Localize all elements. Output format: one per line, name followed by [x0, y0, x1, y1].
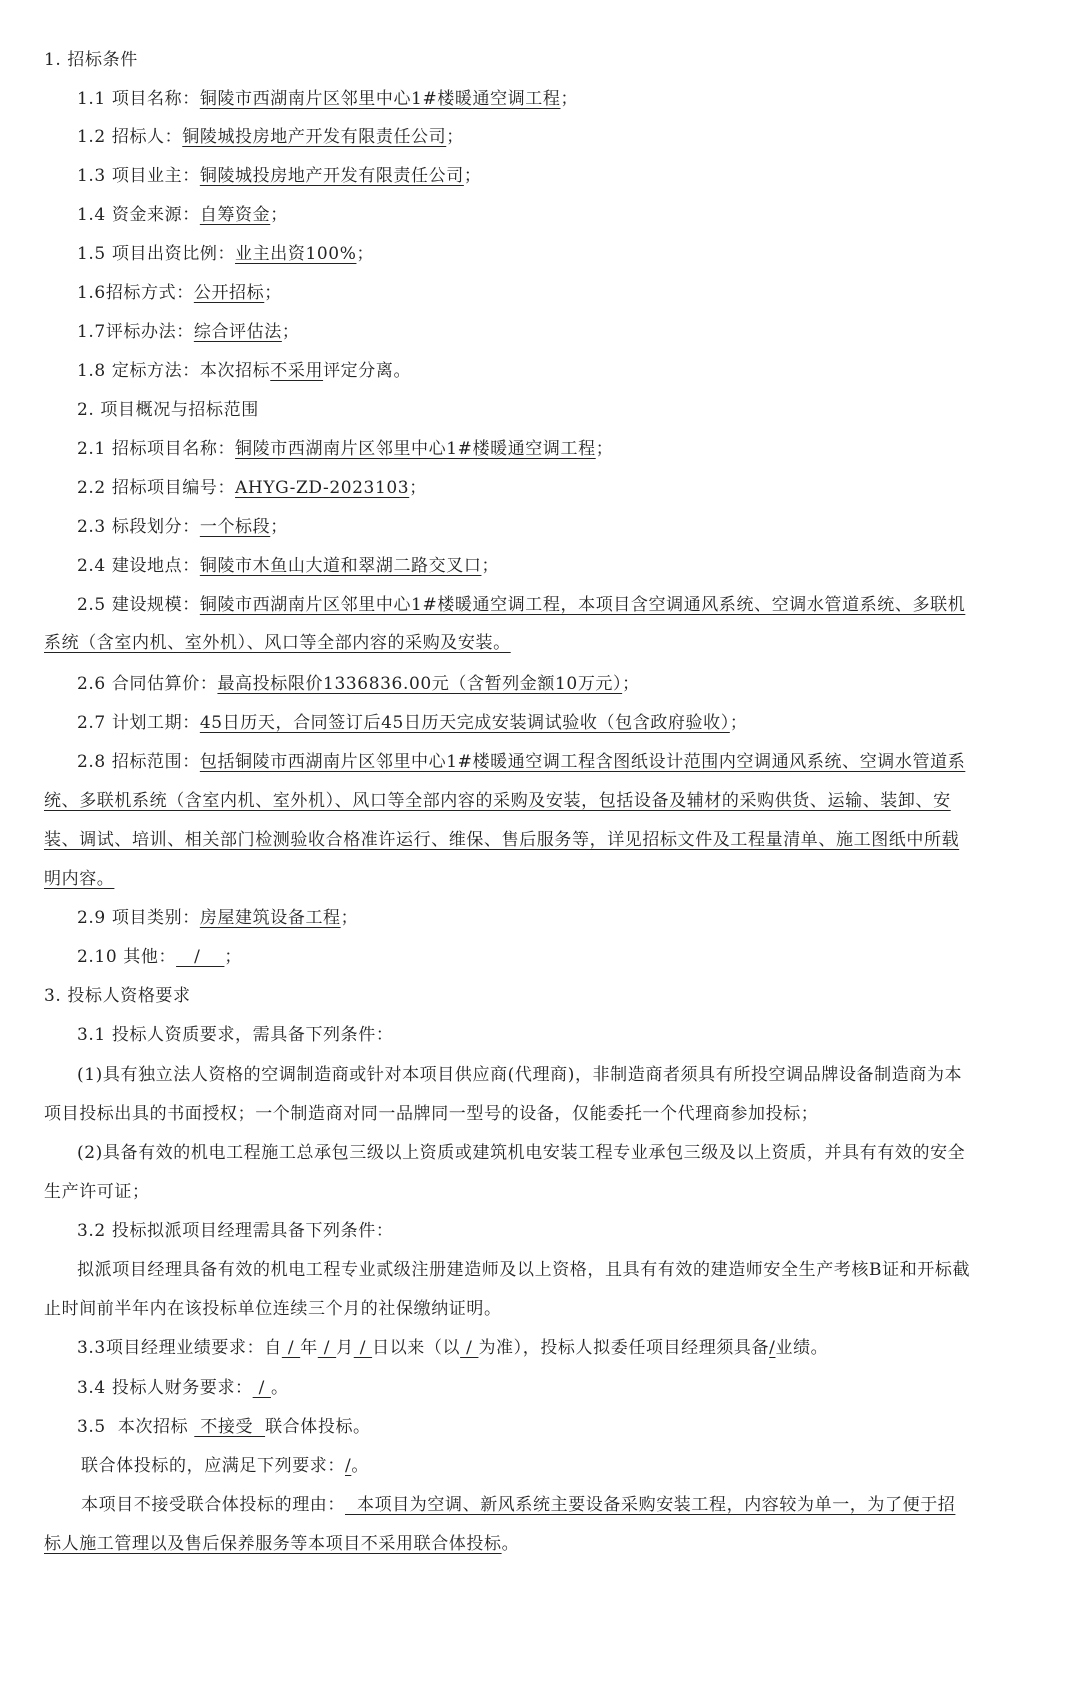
item-value: 综合评估法 [193, 322, 282, 342]
item-text: 年 [300, 1338, 318, 1358]
item-value: 铜陵市西湖南片区邻里中心1#楼暖通空调工程，本项目含空调通风系统、空调水管道系统、多联机 [199, 595, 966, 615]
item-end: ； [264, 283, 282, 303]
item-2-10-other [77, 945, 242, 969]
item-label: 联合体投标的，应满足下列要求： [81, 1456, 345, 1476]
item-1-2-tenderer [77, 125, 464, 149]
blank-day-from: / [353, 1338, 373, 1358]
consortium-reason-line1 [81, 1493, 955, 1517]
item-label: 2.9 项目类别： [77, 908, 200, 928]
blank-month-from: / [317, 1338, 337, 1358]
item-2-7-duration [77, 711, 747, 735]
blank-basis: / [460, 1338, 479, 1358]
item-end: 评定分离。 [323, 361, 412, 381]
item-end: ； [270, 517, 288, 537]
item-label: 1.8 定标方法：本次招标 [77, 361, 271, 381]
item-3-5-consortium [77, 1415, 371, 1439]
item-2-6-contract-price [77, 672, 640, 696]
item-1-7-evaluation-method [77, 320, 299, 344]
item-2-4-location [77, 554, 499, 578]
item-label: 1.1 项目名称： [77, 89, 200, 109]
item-label: 2.2 招标项目编号： [77, 478, 236, 498]
item-label: 2.10 其他： [77, 947, 177, 967]
item-value: / [176, 947, 225, 967]
item-end: ； [409, 478, 427, 498]
item-2-8-scope-line4 [44, 867, 114, 891]
item-label: 本项目不接受联合体投标的理由： [81, 1495, 345, 1515]
item-value: 包括铜陵市西湖南片区邻里中心1#楼暖通空调工程含图纸设计范围内空调通风系统、空调水管道系 [199, 752, 966, 772]
item-1-4-fund-source [77, 203, 288, 227]
item-text: 日以来（以 [372, 1338, 461, 1358]
blank-year-from: / [281, 1338, 301, 1358]
section-title-text: 3. 投标人资格要求 [44, 986, 191, 1006]
item-3-4-finance [77, 1376, 289, 1400]
paragraph-text: 项目投标出具的书面授权；一个制造商对同一品牌同一型号的设备，仅能委托一个代理商参加投标； [44, 1104, 819, 1124]
item-3-1-cond1-line1 [77, 1063, 962, 1087]
item-value: 本项目为空调、新风系统主要设备采购安装工程，内容较为单一，为了便于招 [345, 1495, 956, 1515]
item-value: 铜陵市西湖南片区邻里中心1#楼暖通空调工程 [235, 439, 596, 459]
item-label: 2.5 建设规模： [77, 595, 200, 615]
item-end: ； [340, 908, 359, 928]
item-3-1-cond1-line2 [44, 1102, 818, 1126]
item-label: 2.4 建设地点： [77, 556, 200, 576]
item-label: 3.3项目经理业绩要求：自 [77, 1338, 282, 1358]
item-label: 1.3 项目业主： [77, 166, 200, 186]
item-value: 标人施工管理以及售后保养服务等本项目不采用联合体投标 [44, 1534, 502, 1554]
item-value: 铜陵城投房地产开发有限责任公司 [199, 166, 464, 186]
item-label: 2.6 合同估算价： [77, 674, 218, 694]
item-end: ； [481, 556, 500, 576]
item-2-1-project-name [77, 437, 613, 461]
item-end: ； [595, 439, 614, 459]
item-value: 统、多联机系统（含室内机、室外机）、风口等全部内容的采购及安装，包括设备及辅材的采购供货、运输、装卸、安 [44, 791, 951, 811]
paragraph-text: 止时间前半年内在该投标单位连续三个月的社保缴纳证明。 [44, 1299, 502, 1319]
item-value: 最高投标限价1336836.00元（含暂列金额10万元） [217, 674, 623, 694]
item-end: 。 [270, 1378, 289, 1398]
item-value: 系统（含室内机、室外机）、风口等全部内容的采购及安装。 [44, 633, 511, 653]
item-end: ； [463, 166, 482, 186]
item-end: ； [622, 674, 640, 694]
item-text: 业绩。 [775, 1338, 829, 1358]
blank-performance: / [769, 1338, 776, 1358]
item-label: 1.4 资金来源： [77, 205, 200, 225]
item-text: 月 [336, 1338, 354, 1358]
consortium-reason-line2 [44, 1532, 519, 1556]
item-label: 1.2 招标人： [77, 127, 183, 147]
paragraph-text: 生产许可证； [44, 1182, 150, 1202]
item-value: 铜陵城投房地产开发有限责任公司 [182, 127, 447, 147]
item-end: ； [270, 205, 288, 225]
item-3-2-line2 [44, 1297, 502, 1321]
item-2-9-category [77, 906, 358, 930]
item-1-1-project-name [77, 87, 578, 111]
item-value: / [345, 1456, 352, 1476]
item-label: 3.1 投标人资质要求，需具备下列条件： [77, 1025, 394, 1045]
item-value: 不接受 [194, 1417, 266, 1437]
item-value: 铜陵市西湖南片区邻里中心1#楼暖通空调工程 [199, 89, 561, 109]
section-2-title [77, 398, 259, 422]
item-2-8-scope-line1 [77, 750, 965, 774]
item-value: 铜陵市木鱼山大道和翠湖二路交叉口 [199, 556, 482, 576]
paragraph-text: (1)具有独立法人资格的空调制造商或针对本项目供应商(代理商)，非制造商者须具有所投空调品牌设备制造商为本 [77, 1065, 963, 1085]
item-2-8-scope-line2 [44, 789, 951, 813]
item-label: 1.7评标办法： [77, 322, 194, 342]
item-3-2-title [77, 1219, 393, 1243]
item-3-3-pm-performance [77, 1336, 828, 1360]
item-2-5-scale-line1 [77, 593, 965, 617]
item-value: AHYG-ZD-2023103 [235, 478, 410, 498]
item-label: 1.6招标方式： [77, 283, 194, 303]
paragraph-text: 拟派项目经理具备有效的机电工程专业贰级注册建造师及以上资格，且具有有效的建造师安全生产考核B证和开标截 [77, 1260, 971, 1280]
item-2-3-lots [77, 515, 288, 539]
item-label: 2.8 招标范围： [77, 752, 200, 772]
item-1-8-award-method [77, 359, 411, 383]
item-1-3-owner [77, 164, 481, 188]
item-3-1-cond2-line1 [77, 1141, 965, 1165]
item-3-2-line1 [77, 1258, 970, 1282]
item-value: 不采用 [270, 361, 324, 381]
item-1-6-tender-method [77, 281, 282, 305]
item-value: 公开招标 [193, 283, 265, 303]
item-1-5-funding-ratio [77, 242, 374, 266]
item-value: / [252, 1378, 271, 1398]
item-label: 3.4 投标人财务要求： [77, 1378, 253, 1398]
section-3-title [44, 984, 191, 1008]
item-end: ； [729, 713, 748, 733]
item-3-1-cond2-line2 [44, 1180, 150, 1204]
item-end: 。 [501, 1534, 520, 1554]
item-label: 2.3 标段划分： [77, 517, 200, 537]
section-title-text: 2. 项目概况与招标范围 [77, 400, 259, 420]
item-value: 装、调试、培训、相关部门检测验收合格准许运行、维保、售后服务等，详见招标文件及工程量清单、施工图纸中所载 [44, 830, 960, 850]
consortium-requirements [81, 1454, 369, 1478]
item-value: 明内容。 [44, 869, 115, 889]
item-2-5-scale-line2 [44, 631, 511, 655]
item-2-2-project-number [77, 476, 427, 500]
item-label: 2.1 招标项目名称： [77, 439, 236, 459]
item-end: ； [224, 947, 243, 967]
item-value: 一个标段 [199, 517, 271, 537]
item-end: ； [560, 89, 579, 109]
item-2-8-scope-line3 [44, 828, 959, 852]
item-value: 45日历天，合同签订后45日历天完成安装调试验收（包含政府验收） [199, 713, 730, 733]
item-label: 1.5 项目出资比例： [77, 244, 236, 264]
item-end: ； [281, 322, 300, 342]
item-value: 房屋建筑设备工程 [199, 908, 341, 928]
item-3-1-title [77, 1023, 393, 1047]
item-label: 3.2 投标拟派项目经理需具备下列条件： [77, 1221, 394, 1241]
section-1-title [44, 48, 138, 72]
item-label: 2.7 计划工期： [77, 713, 200, 733]
item-value: 自筹资金 [199, 205, 271, 225]
item-end: 联合体投标。 [265, 1417, 371, 1437]
item-value: 业主出资100% [235, 244, 357, 264]
item-end: ； [446, 127, 464, 147]
section-title-text: 1. 招标条件 [44, 50, 138, 70]
item-end: 。 [351, 1456, 369, 1476]
paragraph-text: (2)具备有效的机电工程施工总承包三级以上资质或建筑机电安装工程专业承包三级及以上资质，并具有有效的安全 [77, 1143, 966, 1163]
item-text: 为准），投标人拟委任项目经理须具备 [478, 1338, 770, 1358]
item-end: ； [356, 244, 375, 264]
item-label: 3.5 本次招标 [77, 1417, 195, 1437]
